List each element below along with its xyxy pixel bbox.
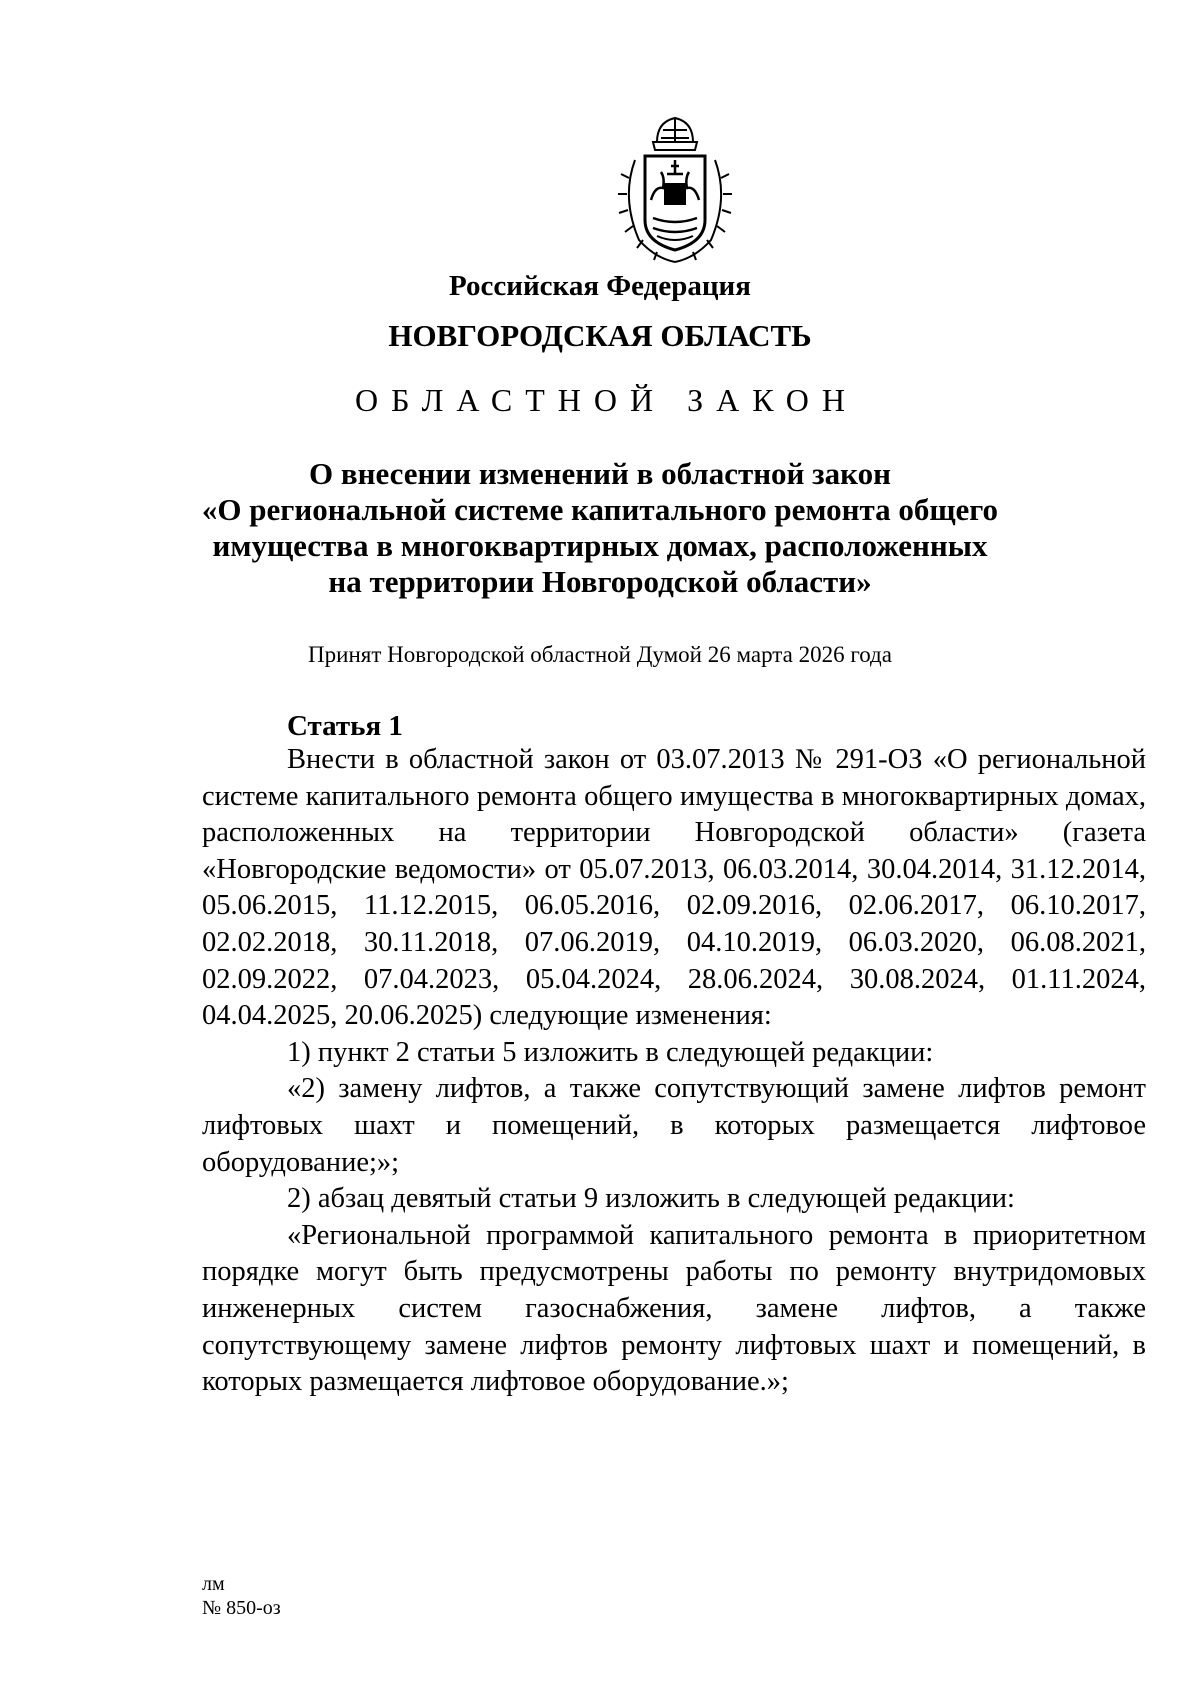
amendment-item-1: 1) пункт 2 статьи 5 изложить в следующей редакции: [287,1036,934,1068]
article-intro-paragraph: Внести в областной закон от 03.07.2013 № 291-ОЗ «О региональной системе капитального ремонта общего имущества в многоквартирных домах, расположенных на территории Новгородской области» (газета «Новгородские ведомости» от 05.07.2013, 06.03.2014, 30.04.2014, 31.12.2014, 05.06.2015, 11.12.2015, 06.05.2016, 02.09.2016, 02.06.2017, 06.10.2017, 02.02.2018, 30.11.2018, 07.06.2019, 04.10.2019, 06.03.2020, 06.08.2021, 02.09.2022, 07.04.2023, 05.04.2024, 28.06.2024, 30.08.2024, 01.11.2024, 04.04.2025, 20.06.2025) следующие изменения: [202,744,1146,1032]
law-type: ОБЛАСТНОЙ ЗАКОН [354,382,859,418]
law-title [0,456,1200,600]
article-heading: Статья 1 [287,710,403,742]
law-title-line: О внесении изменений в областной закон [309,456,891,491]
law-title-line: «О региональной системе капитального ремонта общего [201,492,999,527]
document-number: № 850-оз [202,1597,281,1619]
region-name: НОВГОРОДСКАЯ ОБЛАСТЬ [388,318,812,353]
country-name: Российская Федерация [449,270,751,302]
amendment-item-2-text: «Региональной программой капитального ремонта в приоритетном порядке могут быть предусмотрены работы по ремонту внутридомовых инженерных систем газоснабжения, замене лифтов, а также сопутствующему замене лифтов ремонту лифтовых шахт и помещений, в которых размещается лифтовое оборудование.»; [202,1219,1146,1398]
amendment-item-2: 2) абзац девятый статьи 9 изложить в следующей редакции: [287,1183,1015,1215]
law-title-line: на территории Новгородской области» [328,564,872,599]
coat-of-arms-icon [613,108,737,268]
amendment-item-1-text: «2) замену лифтов, а также сопутствующий замене лифтов ремонт лифтовых шахт и помещений, в которых размещается лифтовое оборудование;»; [202,1073,1146,1178]
law-title-line: имущества в многоквартирных домах, расположенных [212,528,988,563]
document-footer [202,1572,281,1620]
author-initials: лм [202,1573,225,1595]
article-body [202,742,1146,1401]
adoption-note: Принят Новгородской областной Думой 26 марта 2026 года [308,642,892,667]
